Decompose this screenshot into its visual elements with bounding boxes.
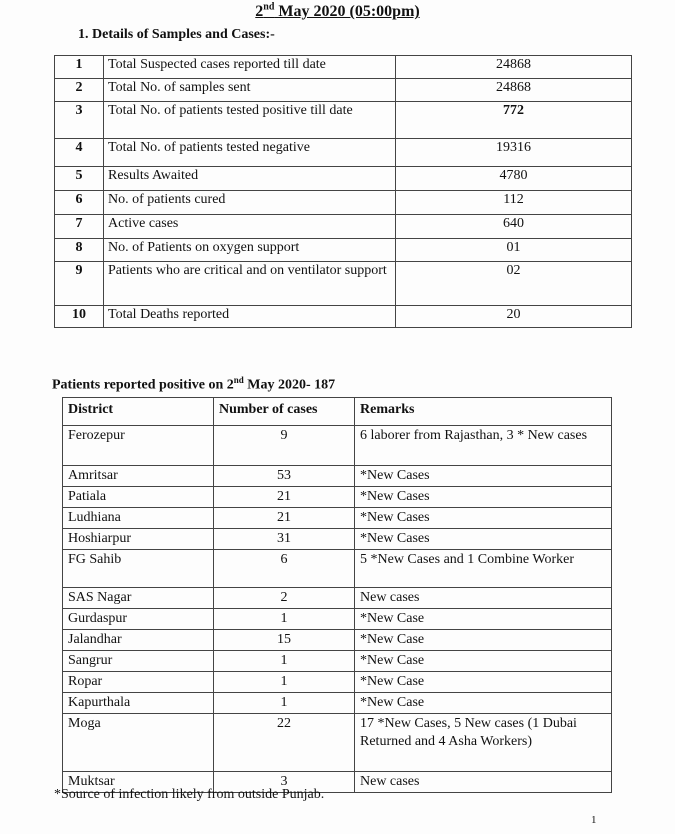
positive-row — [63, 487, 612, 508]
samples-row — [55, 191, 632, 215]
positive-row — [63, 588, 612, 609]
district-cell: Hoshiarpur — [63, 529, 214, 550]
remarks-cell: 17 *New Cases, 5 New cases (1 Dubai Returned and 4 Asha Workers) — [355, 714, 612, 772]
count-cell: 21 — [214, 508, 355, 529]
row-description: No. of Patients on oxygen support — [104, 239, 396, 262]
district-cell: Sangrur — [63, 651, 214, 672]
row-description: Results Awaited — [104, 167, 396, 191]
samples-row — [55, 102, 632, 139]
page-number: 1 — [591, 814, 597, 826]
samples-row — [55, 239, 632, 262]
remarks-cell: 6 laborer from Rajasthan, 3 * New cases — [355, 426, 612, 466]
remarks-cell: *New Case — [355, 651, 612, 672]
header-district: District — [63, 398, 214, 426]
district-cell: Muktsar — [63, 772, 214, 793]
row-number: 4 — [55, 139, 104, 167]
count-cell: 3 — [214, 772, 355, 793]
remarks-cell: *New Cases — [355, 466, 612, 487]
district-cell: Kapurthala — [63, 693, 214, 714]
district-cell: Gurdaspur — [63, 609, 214, 630]
row-number: 8 — [55, 239, 104, 262]
page-title — [0, 2, 675, 21]
row-number: 3 — [55, 102, 104, 139]
footnote: *Source of infection likely from outside Punjab. — [54, 787, 325, 802]
positive-row — [63, 714, 612, 772]
row-number: 9 — [55, 262, 104, 306]
title-day: 2 — [255, 3, 264, 21]
remarks-cell: *New Cases — [355, 508, 612, 529]
row-number: 10 — [55, 306, 104, 328]
remarks-cell: New cases — [355, 772, 612, 793]
district-cell: Ludhiana — [63, 508, 214, 529]
positive-heading-text: Patients reported positive on 2 — [52, 377, 234, 393]
row-value: 24868 — [396, 56, 632, 79]
positive-row — [63, 672, 612, 693]
row-description: No. of patients cured — [104, 191, 396, 215]
count-cell: 21 — [214, 487, 355, 508]
title-day-suffix: nd — [263, 2, 275, 13]
section-heading-samples: 1. Details of Samples and Cases:- — [78, 27, 275, 42]
remarks-cell: *New Cases — [355, 529, 612, 550]
count-cell: 6 — [214, 550, 355, 588]
count-cell: 53 — [214, 466, 355, 487]
positive-table-header — [63, 398, 612, 426]
remarks-cell: *New Cases — [355, 487, 612, 508]
row-number: 5 — [55, 167, 104, 191]
district-cell: FG Sahib — [63, 550, 214, 588]
row-value: 02 — [396, 262, 632, 306]
positive-row — [63, 651, 612, 672]
positive-row — [63, 529, 612, 550]
row-value: 20 — [396, 306, 632, 328]
positive-cases-table — [62, 397, 612, 793]
row-description: Total No. of patients tested positive till date — [104, 102, 396, 139]
row-number: 6 — [55, 191, 104, 215]
row-number: 7 — [55, 215, 104, 239]
district-cell: Ferozepur — [63, 426, 214, 466]
row-description: Active cases — [104, 215, 396, 239]
positive-row — [63, 630, 612, 651]
positive-row — [63, 508, 612, 529]
samples-row — [55, 167, 632, 191]
header-remarks: Remarks — [355, 398, 612, 426]
positive-heading-date: May 2020- 187 — [243, 377, 336, 393]
positive-row — [63, 426, 612, 466]
positive-row — [63, 609, 612, 630]
samples-row — [55, 262, 632, 306]
row-value: 772 — [396, 102, 632, 139]
samples-row — [55, 215, 632, 239]
samples-row — [55, 306, 632, 328]
remarks-cell: New cases — [355, 588, 612, 609]
row-value: 112 — [396, 191, 632, 215]
count-cell: 2 — [214, 588, 355, 609]
row-value: 24868 — [396, 79, 632, 102]
district-cell: Patiala — [63, 487, 214, 508]
title-date-time: May 2020 (05:00pm) — [274, 3, 420, 21]
row-description: Total Deaths reported — [104, 306, 396, 328]
remarks-cell: 5 *New Cases and 1 Combine Worker — [355, 550, 612, 588]
district-cell: SAS Nagar — [63, 588, 214, 609]
count-cell: 1 — [214, 693, 355, 714]
row-value: 19316 — [396, 139, 632, 167]
samples-table — [54, 55, 632, 328]
positive-row — [63, 693, 612, 714]
header-count: Number of cases — [214, 398, 355, 426]
positive-heading — [52, 375, 335, 394]
district-cell: Moga — [63, 714, 214, 772]
row-value: 4780 — [396, 167, 632, 191]
remarks-cell: *New Case — [355, 672, 612, 693]
remarks-cell: *New Case — [355, 609, 612, 630]
row-number: 2 — [55, 79, 104, 102]
samples-row — [55, 139, 632, 167]
district-cell: Amritsar — [63, 466, 214, 487]
row-value: 640 — [396, 215, 632, 239]
count-cell: 15 — [214, 630, 355, 651]
row-description: Total Suspected cases reported till date — [104, 56, 396, 79]
count-cell: 1 — [214, 672, 355, 693]
positive-row — [63, 550, 612, 588]
row-description: Patients who are critical and on ventilator support — [104, 262, 396, 306]
samples-row — [55, 56, 632, 79]
remarks-cell: *New Case — [355, 630, 612, 651]
district-cell: Ropar — [63, 672, 214, 693]
count-cell: 22 — [214, 714, 355, 772]
count-cell: 1 — [214, 651, 355, 672]
row-value: 01 — [396, 239, 632, 262]
samples-row — [55, 79, 632, 102]
count-cell: 31 — [214, 529, 355, 550]
count-cell: 9 — [214, 426, 355, 466]
positive-row — [63, 466, 612, 487]
count-cell: 1 — [214, 609, 355, 630]
district-cell: Jalandhar — [63, 630, 214, 651]
remarks-cell: *New Case — [355, 693, 612, 714]
row-description: Total No. of samples sent — [104, 79, 396, 102]
row-description: Total No. of patients tested negative — [104, 139, 396, 167]
positive-heading-suffix: nd — [233, 375, 244, 385]
row-number: 1 — [55, 56, 104, 79]
